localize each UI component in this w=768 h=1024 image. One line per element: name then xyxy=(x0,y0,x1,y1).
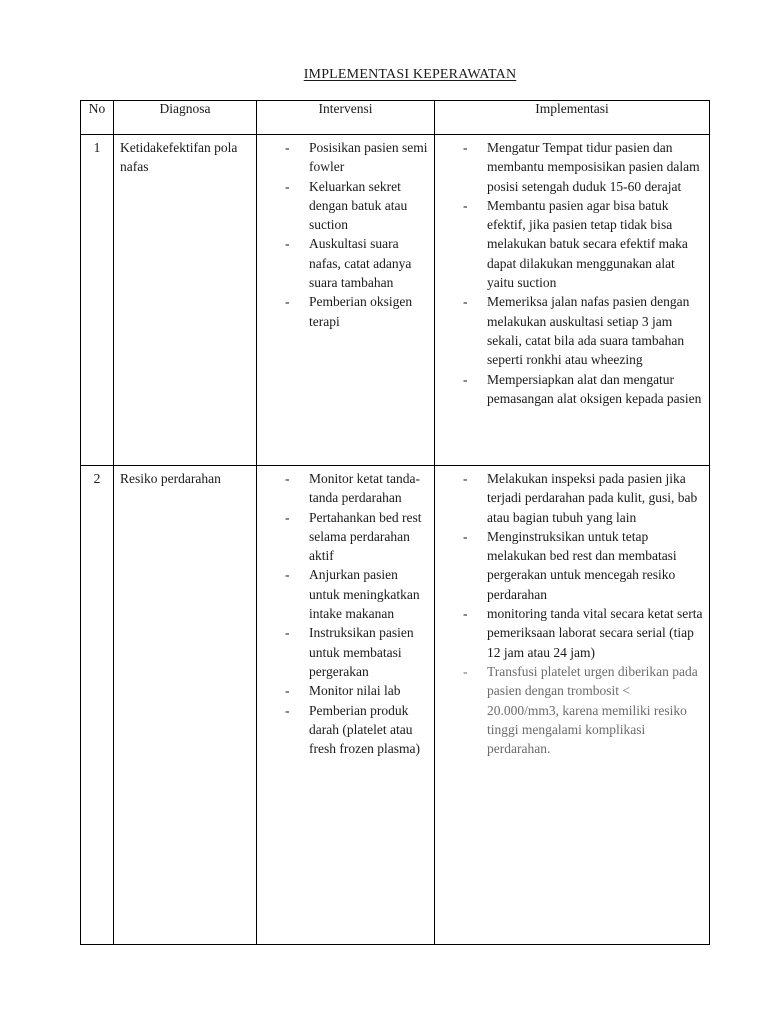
intervensi-cell xyxy=(257,466,435,945)
list-item: - Membantu pasien agar bisa batuk efektif, jika pasien tetap tidak bisa melakukan batuk secara efektif maka dapat dilakukan menggunakan alat yaitu suction xyxy=(487,196,705,292)
list-item: - Menginstruksikan untuk tetap melakukan bed rest dan membatasi pergerakan untuk mencegah resiko perdarahan xyxy=(487,527,705,604)
intervensi-list xyxy=(257,135,434,331)
list-item: - Pertahankan bed rest selama perdarahan aktif xyxy=(309,508,428,566)
list-item: - Auskultasi suara nafas, catat adanya suara tambahan xyxy=(309,234,428,292)
intervensi-list xyxy=(257,466,434,758)
list-item: - Pemberian oksigen terapi xyxy=(309,292,428,331)
list-item: - Posisikan pasien semi fowler xyxy=(309,138,428,177)
document-title: IMPLEMENTASI KEPERAWATAN xyxy=(303,67,517,82)
diagnosa-cell xyxy=(114,466,257,945)
header-intervensi: Intervensi xyxy=(257,101,435,135)
implementasi-list xyxy=(435,135,709,408)
list-item: - Instruksikan pasien untuk membatasi pergerakan xyxy=(309,623,428,681)
implementasi-cell xyxy=(435,135,710,466)
implementasi-cell xyxy=(435,466,710,945)
list-item: - Monitor ketat tanda-tanda perdarahan xyxy=(309,469,428,508)
list-item: - Keluarkan sekret dengan batuk atau suction xyxy=(309,177,428,235)
row-number: 1 xyxy=(93,140,101,155)
header-no: No xyxy=(81,101,114,135)
list-item: - Mempersiapkan alat dan mengatur pemasangan alat oksigen kepada pasien xyxy=(487,370,705,409)
table-header-row xyxy=(81,101,710,135)
diagnosa-cell xyxy=(114,135,257,466)
intervensi-cell xyxy=(257,135,435,466)
row-number-cell xyxy=(81,135,114,466)
implementation-table xyxy=(80,100,710,945)
list-item: - Transfusi platelet urgen diberikan pada pasien dengan trombosit < 20.000/mm3, karena memiliki resiko tinggi mengalami komplikasi perdarahan. xyxy=(487,662,705,758)
list-item: - Mengatur Tempat tidur pasien dan membantu memposisikan pasien dalam posisi setengah duduk 15-60 derajat xyxy=(487,138,705,196)
table-row xyxy=(81,135,710,466)
list-item: - Anjurkan pasien untuk meningkatkan intake makanan xyxy=(309,565,428,623)
diagnosa-text: Ketidakefektifan pola nafas xyxy=(120,140,238,175)
row-number: 2 xyxy=(93,471,101,486)
diagnosa-text: Resiko perdarahan xyxy=(120,471,221,486)
header-implementasi: Implementasi xyxy=(435,101,710,135)
list-item: - Memeriksa jalan nafas pasien dengan melakukan auskultasi setiap 3 jam sekali, catat bila ada suara tambahan seperti ronkhi atau wheezing xyxy=(487,292,705,369)
header-diagnosa: Diagnosa xyxy=(114,101,257,135)
list-item: - monitoring tanda vital secara ketat serta pemeriksaan laborat secara serial (tiap 12 jam atau 24 jam) xyxy=(487,604,705,662)
row-number-cell xyxy=(81,466,114,945)
list-item: - Melakukan inspeksi pada pasien jika terjadi perdarahan pada kulit, gusi, bab atau bagian tubuh yang lain xyxy=(487,469,705,527)
implementasi-list xyxy=(435,466,709,758)
list-item: - Monitor nilai lab xyxy=(309,681,428,700)
table-row xyxy=(81,466,710,945)
list-item: - Pemberian produk darah (platelet atau fresh frozen plasma) xyxy=(309,701,428,759)
